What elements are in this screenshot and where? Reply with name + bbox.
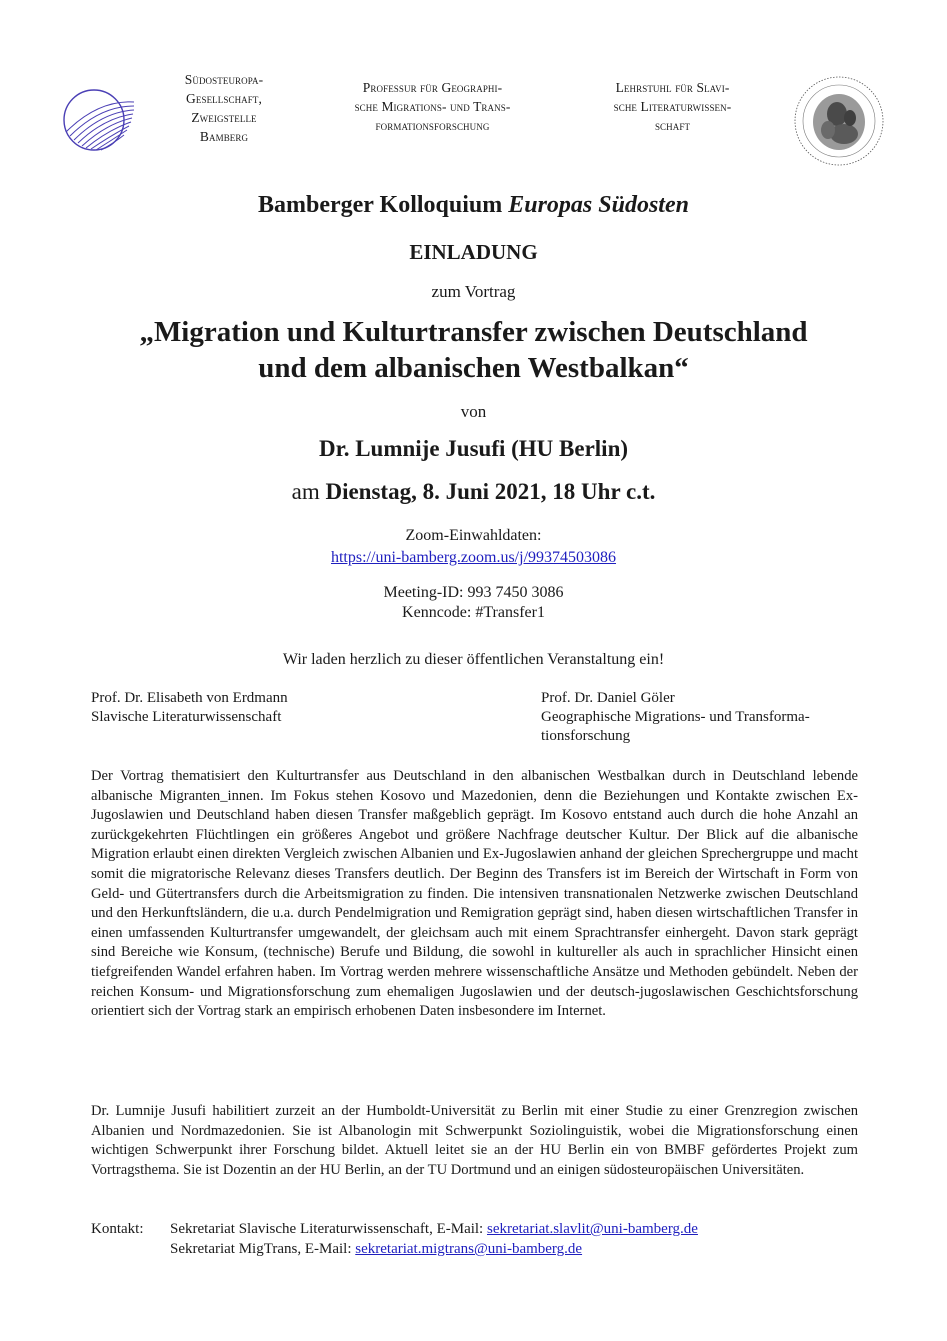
institution-line: Lehrstuhl für Slavi-	[615, 80, 730, 95]
invitation-heading: EINLADUNG	[409, 240, 538, 264]
institution-geography	[300, 78, 565, 135]
organizer-name: Prof. Dr. Elisabeth von Erdmann	[91, 690, 288, 706]
institution-line: Professur für Geographi-	[362, 80, 503, 95]
email-link[interactable]: sekretariat.migtrans@uni-bamberg.de	[355, 1241, 583, 1257]
organizer-dept: Slavische Literaturwissenschaft	[91, 709, 282, 725]
contact-line	[170, 1239, 870, 1259]
institution-line: formationsforschung	[375, 118, 490, 133]
organizer-left	[91, 689, 491, 727]
suedosteuropa-gesellschaft-logo	[58, 80, 138, 160]
talk-title	[0, 314, 947, 386]
zoom-label: Zoom-Einwahldaten:	[405, 527, 542, 544]
institution-line: schaft	[654, 118, 691, 133]
university-seal	[792, 74, 886, 168]
organizer-right	[541, 689, 871, 746]
institution-line: Südosteuropa-	[184, 72, 264, 87]
meeting-passcode: Kenncode: #Transfer1	[402, 604, 545, 621]
institution-suedosteuropa	[150, 70, 298, 146]
talk-title-line: und dem albanischen Westbalkan“	[258, 352, 689, 384]
institution-line: Bamberg	[199, 129, 249, 144]
institution-line: Zweigstelle	[191, 110, 257, 125]
institution-slavic	[570, 78, 775, 135]
email-link[interactable]: sekretariat.slavlit@uni-bamberg.de	[486, 1221, 698, 1237]
meeting-id: Meeting-ID: 993 7450 3086	[383, 584, 564, 601]
talk-label: zum Vortrag	[431, 282, 516, 301]
contact-label: Kontakt:	[91, 1221, 144, 1237]
colloquium-prefix: Bamberger Kolloquium	[258, 192, 509, 218]
organizer-dept: tionsforschung	[541, 728, 631, 744]
date-prefix: am	[291, 479, 326, 504]
contact-text: Sekretariat Slavische Literaturwissenschaft, E-Mail:	[170, 1221, 487, 1237]
bio-paragraph: Dr. Lumnije Jusufi habilitiert zurzeit an der Humboldt-Universität zu Berlin mit einer Studie zu einer Grenzregion zwischen Albanien und Nordmazedonien. Sie ist Albanologin mit Schwerpunkt Soziolinguistik, wobei die Migrationsforschung einen wichtigen Schwerpunkt ihrer Forschung bildet. Aktuell leitet sie an der HU Berlin ein von BMBF gefördertes Projekt zum Vortragsthema. Sie ist Dozentin an der HU Berlin, an der TU Dortmund und an einigen südosteuropäischen Universitäten.	[91, 1103, 858, 1178]
talk-title-line: „Migration und Kulturtransfer zwischen Deutschland	[139, 316, 808, 348]
institution-line: Gesellschaft,	[186, 91, 262, 106]
date-value: Dienstag, 8. Juni 2021, 18 Uhr c.t.	[325, 479, 656, 504]
institution-line: sche Migrations- und Trans-	[354, 99, 511, 114]
speaker-name: Dr. Lumnije Jusufi (HU Berlin)	[318, 436, 629, 461]
organizer-name: Prof. Dr. Daniel Göler	[541, 690, 675, 706]
by-label: von	[460, 402, 487, 421]
contact-text: Sekretariat MigTrans, E-Mail:	[170, 1241, 356, 1257]
organizer-dept: Geographische Migrations- und Transforma-	[541, 709, 810, 725]
event-date	[0, 479, 947, 505]
contact-line	[170, 1219, 870, 1239]
abstract-paragraph: Der Vortrag thematisiert den Kulturtransfer aus Deutschland in den albanischen Westbalkan durch in Deutschland lebende albanische Migranten_innen. Im Fokus stehen Kosovo und Mazedonien, denn die Beziehungen und Kontakte zwischen Ex-Jugoslawien und Deutschland haben diesen Transfer maßgeblich geprägt. Im Kosovo entstand auch durch die hohe Anzahl an zurückgekehrten Flüchtlingen ein größeres Angebot und größere Nachfrage deutscher Kultur. Der Blick auf die albanische Migration erlaubt einen direkten Vergleich zwischen Albanien und Ex-Jugoslawien anhand der gleichen Sprechergruppe und macht somit die migratorische Relevanz dieses Transfers deutlich. Der Beginn des Transfers ist im Bereich der Wirtschaft in Form von Geld- und Gütertransfers durch die Arbeitsmigration zu finden. Die intensiven transnationalen Netzwerke zwischen Deutschland und den Herkunftsländern, die u.a. durch Pendelmigration und Remigration geprägt sind, haben diesen wirtschaftlichen Transfer in einen umfassenden Kulturtransfer umgewandelt, der gleichsam auch mit einem Sprachtransfer einhergeht. Davon stark geprägt sind Bereiche wie Konsum, (technische) Berufe und Bildung, die sowohl in kultureller als auch in sprachlicher Hinsicht einen tiefgreifenden Wandel erfahren haben. Im Vortrag werden mehrere wissenschaftliche Ansätze und Methoden gebündelt. Neben der reichen Konsum- und Migrationsforschung zum ehemaligen Jugoslawien und der deutsch-jugoslawischen Geschichtsforschung orientiert sich der Vortrag stark an empirisch erhobenen Daten insbesondere im Internet.	[91, 768, 858, 1020]
zoom-link[interactable]: https://uni-bamberg.zoom.us/j/99374503086	[330, 549, 617, 566]
colloquium-title	[0, 192, 947, 219]
institution-line: sche Literaturwissen-	[613, 99, 732, 114]
meeting-info	[0, 583, 947, 623]
header	[0, 70, 947, 170]
invite-text: Wir laden herzlich zu dieser öffentlichen Veranstaltung ein!	[282, 651, 665, 668]
colloquium-name: Europas Südosten	[508, 192, 689, 218]
